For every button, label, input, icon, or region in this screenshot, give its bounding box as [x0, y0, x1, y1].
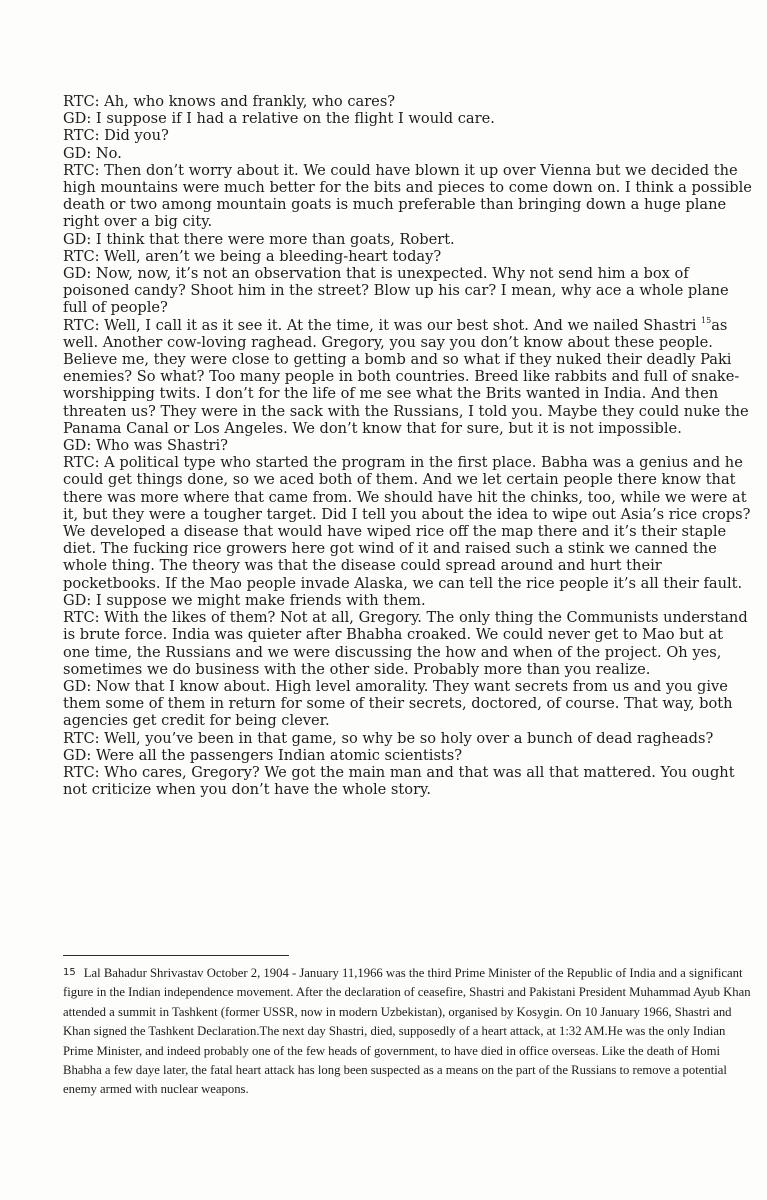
footnote: [63, 964, 753, 1100]
dialogue-line: RTC: A political type who started the program in the first place. Babha was a genius and he could get things done, so we aced both of them. And we let certain people there know that there was more where that came from. We should have hit the chinks, too, while we were at it, but they were a tougher target. Did I tell you about the idea to wipe out Asia’s rice crops? We developed a disease that would have wiped rice off the map there and it’s their staple diet. The fucking rice growers here got wind of it and raised such a stink we canned the whole thing. The theory was that the disease could spread around and hurt their pocketbooks. If the Mao people invade Alaska, we can tell the rice people it’s all their fault.: [63, 454, 751, 592]
dialogue-line: GD: Now, now, it’s not an observation that is unexpected. Why not send him a box of poisoned candy? Shoot him in the street? Blow up his car? I mean, why ace a whole plane full of people?: [63, 265, 729, 317]
footnote-separator: [63, 955, 289, 956]
dialogue-line: RTC: Then don’t worry about it. We could have blown it up over Vienna but we decided the high mountains were much better for the bits and pieces to come down on. I think a possible death or two among mountain goats is much preferable than bringing down a huge plane right over a big city.: [63, 161, 752, 231]
footnote-number: 15: [63, 967, 76, 978]
dialogue-line: GD: Now that I know about. High level amorality. They want secrets from us and you give them some of them in return for some of their secrets, doctored, of course. That way, both agencies get credit for being clever.: [63, 677, 733, 730]
dialogue-line: RTC: Well, aren’t we being a bleeding-heart today?: [63, 247, 442, 265]
dialogue-text-after-ref: as well. Another cow-loving raghead. Gregory, you say you don’t know about these people. Believe me, they were close to getting a bomb and so what if they nuked their deadly Paki enemies? So what? Too many people in both countries. Breed like rabbits and full of snake-worshipping twits. I don’t for the life of me see what the Brits wanted in India. And then threaten us? They were in the sack with the Russians, I told you. Maybe they could nuke the Panama Canal or Los Angeles. We don’t know that for sure, but it is not impossible.: [63, 316, 749, 437]
dialogue-line: GD: No.: [63, 144, 122, 162]
footnote-text: Lal Bahadur Shrivastav October 2, 1904 - January 11,1966 was the third Prime Minister of the Republic of India and a significant figure in the Indian independence movement. After the declaration of ceasefire, Shastri and Pakistani President Muhammad Ayub Khan attended a summit in Tashkent (former USSR, now in modern Uzbekistan), organised by Kosygin. On 10 January 1966, Shastri and Khan signed the Tashkent Declaration.The next day Shastri, died, supposedly of a heart attack, at 1:32 AM.He was the only Indian Prime Minister, and indeed probably one of the few heads of government, to have died in office overseas. Like the death of Homi Bhabha a few daye later, the fatal heart attack has long been suspected as a means on the part of the Russians to remove a potential enemy armed with nuclear weapons.: [63, 966, 751, 1097]
dialogue-line: GD: I think that there were more than goats, Robert.: [63, 230, 455, 248]
dialogue-line: RTC: Who cares, Gregory? We got the main man and that was all that mattered. You ought not criticize when you don’t have the whole story.: [63, 763, 735, 799]
dialogue-line: GD: Were all the passengers Indian atomic scientists?: [63, 746, 463, 764]
dialogue-line: RTC: Well, you’ve been in that game, so why be so holy over a bunch of dead ragheads?: [63, 729, 714, 747]
dialogue-line: RTC: Ah, who knows and frankly, who cares?: [63, 93, 396, 110]
dialogue-line: RTC: Did you?: [63, 127, 169, 145]
dialogue-line: RTC: With the likes of them? Not at all, Gregory. The only thing the Communists understand is brute force. India was quieter after Bhabha croaked. We could never get to Mao but at one time, the Russians and we were discussing the how and when of the project. Oh yes, sometimes we do business with the other side. Probably more than you realize.: [63, 609, 748, 678]
dialogue-text-before-ref: RTC: Well, I call it as it see it. At the time, it was our best shot. And we nailed Shastri: [63, 316, 702, 334]
footnote-reference[interactable]: 15: [701, 315, 712, 325]
dialogue-line: GD: I suppose we might make friends with them.: [63, 591, 426, 609]
dialogue-line: GD: I suppose if I had a relative on the flight I would care.: [63, 110, 495, 128]
dialogue-line-with-footnote: [63, 317, 753, 437]
dialogue-line: GD: Who was Shastri?: [63, 437, 228, 455]
dialogue-body: [63, 93, 753, 798]
